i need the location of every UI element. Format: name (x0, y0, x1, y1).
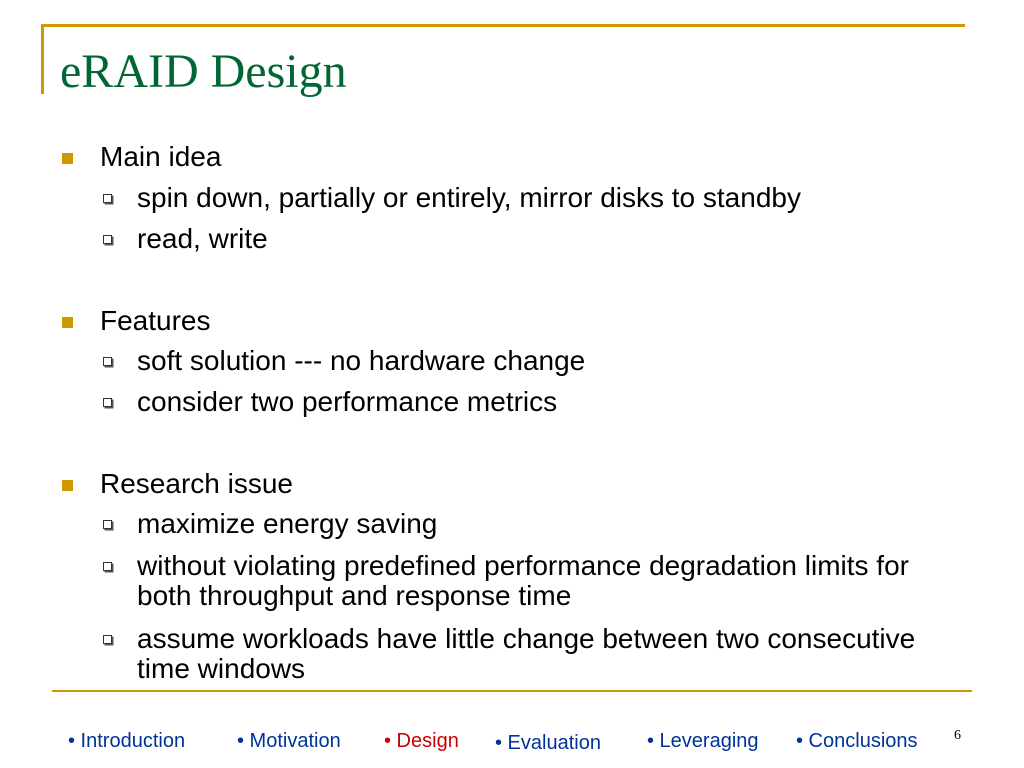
title-frame-vertical-rule (41, 24, 44, 94)
sub-bullet (137, 387, 957, 417)
hollow-square-bullet-icon (103, 562, 112, 571)
sub-bullet-text: spin down, partially or entirely, mirror disks to standby (137, 182, 801, 213)
hollow-square-bullet-icon (103, 235, 112, 244)
sub-bullet-text: consider two performance metrics (137, 386, 558, 417)
sub-bullet (137, 509, 957, 539)
hollow-square-bullet-icon (103, 194, 112, 203)
sub-bullet (137, 183, 957, 213)
bullet-main-idea (100, 141, 221, 173)
bullet-features (100, 305, 211, 337)
filled-square-bullet-icon (62, 480, 73, 491)
page-number: 6 (954, 728, 961, 743)
bullet-heading: Main idea (100, 141, 222, 172)
bullet-heading: Research issue (100, 468, 293, 499)
filled-square-bullet-icon (62, 153, 73, 164)
nav-introduction[interactable]: • Introduction (68, 730, 186, 752)
footer-divider (52, 690, 972, 692)
nav-conclusions[interactable]: • Conclusions (796, 730, 918, 752)
hollow-square-bullet-icon (103, 357, 112, 366)
sub-bullet (137, 624, 957, 684)
title-frame-horizontal-rule (41, 24, 965, 27)
slide-title: eRAID Design (60, 45, 347, 98)
nav-leveraging[interactable]: • Leveraging (647, 730, 759, 752)
bullet-research-issue (100, 468, 293, 500)
nav-design[interactable]: • Design (384, 730, 459, 752)
sub-bullet-text: soft solution --- no hardware change (137, 345, 586, 376)
hollow-square-bullet-icon (103, 635, 112, 644)
nav-evaluation[interactable]: • Evaluation (495, 732, 601, 754)
filled-square-bullet-icon (62, 317, 73, 328)
sub-bullet (137, 551, 957, 611)
hollow-square-bullet-icon (103, 398, 112, 407)
sub-bullet (137, 224, 957, 254)
bullet-heading: Features (100, 305, 211, 336)
sub-bullet-text: maximize energy saving (137, 508, 438, 539)
sub-bullet-text: without violating predefined performance degradation limits for both throughput and response time (137, 550, 909, 611)
sub-bullet (137, 346, 957, 376)
sub-bullet-text: read, write (137, 223, 268, 254)
nav-motivation[interactable]: • Motivation (237, 730, 341, 752)
hollow-square-bullet-icon (103, 520, 112, 529)
sub-bullet-text: assume workloads have little change between two consecutive time windows (137, 623, 916, 684)
